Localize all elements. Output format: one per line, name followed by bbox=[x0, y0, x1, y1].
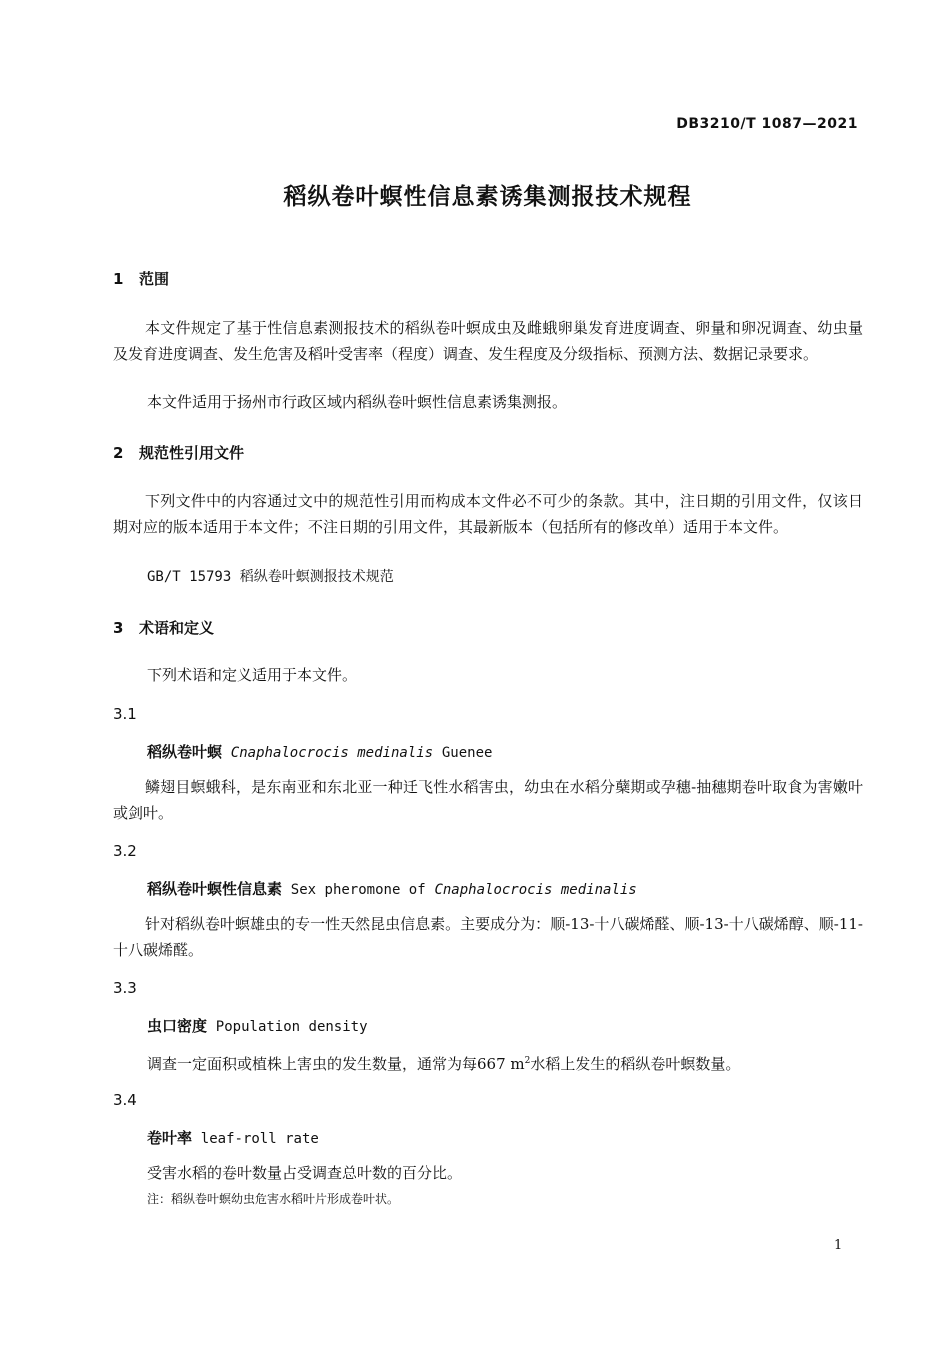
section-number: 3 bbox=[113, 619, 124, 637]
section-number: 1 bbox=[113, 270, 124, 288]
term-definition: 针对稻纵卷叶螟雄虫的专一性天然昆虫信息素。主要成分为：顺-13-十八碳烯醛、顺-13-十八碳烯醇、顺-11-十八碳烯醛。 bbox=[113, 915, 863, 959]
section-title: 范围 bbox=[139, 270, 170, 288]
section-title: 术语和定义 bbox=[139, 619, 215, 637]
terms-intro: 下列术语和定义适用于本文件。 bbox=[147, 666, 358, 684]
page-number: 1 bbox=[834, 1238, 843, 1253]
document-title: 稻纵卷叶螟性信息素诱集测报技术规程 bbox=[283, 184, 692, 210]
document-code: DB3210/T 1087—2021 bbox=[676, 116, 858, 132]
term-3-1 bbox=[147, 741, 492, 762]
term-en-italic: Cnaphalocrocis medinalis bbox=[434, 882, 637, 898]
term-3-4 bbox=[147, 1127, 319, 1148]
section-heading-scope bbox=[113, 268, 169, 289]
term-number: 3.2 bbox=[113, 842, 137, 860]
term-zh: 稻纵卷叶螟 bbox=[147, 743, 223, 761]
term-en: leaf-roll rate bbox=[200, 1131, 319, 1147]
term-zh: 卷叶率 bbox=[147, 1129, 193, 1147]
term-definition bbox=[147, 1048, 740, 1077]
scope-paragraph-2: 本文件适用于扬州市行政区域内稻纵卷叶螟性信息素诱集测报。 bbox=[147, 393, 568, 411]
term-3-2 bbox=[147, 878, 637, 899]
scope-paragraph-1: 本文件规定了基于性信息素测报技术的稻纵卷叶螟成虫及雌蛾卵巢发育进度调查、卵量和卵况调查、幼虫量及发育进度调查、发生危害及稻叶受害率（程度）调查、发生程度及分级指标、预测方法、数据记录要求。 bbox=[113, 319, 863, 363]
section-heading-references bbox=[113, 442, 244, 463]
term-en: Guenee bbox=[441, 745, 493, 761]
definition-text: 水稻上发生的稻纵卷叶螟数量。 bbox=[530, 1055, 741, 1073]
term-number: 3.4 bbox=[113, 1091, 137, 1109]
reference-item: GB/T 15793 稻纵卷叶螟测报技术规范 bbox=[147, 569, 394, 585]
section-title: 规范性引用文件 bbox=[139, 444, 245, 462]
term-3-3 bbox=[147, 1015, 368, 1036]
term-en: Population density bbox=[215, 1019, 368, 1035]
term-number: 3.3 bbox=[113, 979, 137, 997]
term-number: 3.1 bbox=[113, 705, 137, 723]
references-paragraph: 下列文件中的内容通过文中的规范性引用而构成本文件必不可少的条款。其中，注日期的引用文件，仅该日期对应的版本适用于本文件；不注日期的引用文件，其最新版本（包括所有的修改单）适用于本文件。 bbox=[113, 492, 863, 536]
term-definition: 受害水稻的卷叶数量占受调查总叶数的百分比。 bbox=[147, 1164, 463, 1182]
term-en: Sex pheromone of bbox=[290, 882, 426, 898]
superscript: 2 bbox=[524, 1056, 531, 1066]
definition-text: 调查一定面积或植株上害虫的发生数量，通常为每667 m bbox=[147, 1055, 525, 1073]
term-zh: 稻纵卷叶螟性信息素 bbox=[147, 880, 283, 898]
section-number: 2 bbox=[113, 444, 124, 462]
section-heading-terms bbox=[113, 617, 214, 638]
term-definition: 鳞翅目螟蛾科，是东南亚和东北亚一种迁飞性水稻害虫，幼虫在水稻分蘖期或孕穗-抽穗期卷叶取食为害嫩叶或剑叶。 bbox=[113, 778, 863, 822]
term-zh: 虫口密度 bbox=[147, 1017, 208, 1035]
term-note: 注：稻纵卷叶螟幼虫危害水稻叶片形成卷叶状。 bbox=[147, 1192, 400, 1206]
term-en-italic: Cnaphalocrocis medinalis bbox=[230, 745, 434, 761]
